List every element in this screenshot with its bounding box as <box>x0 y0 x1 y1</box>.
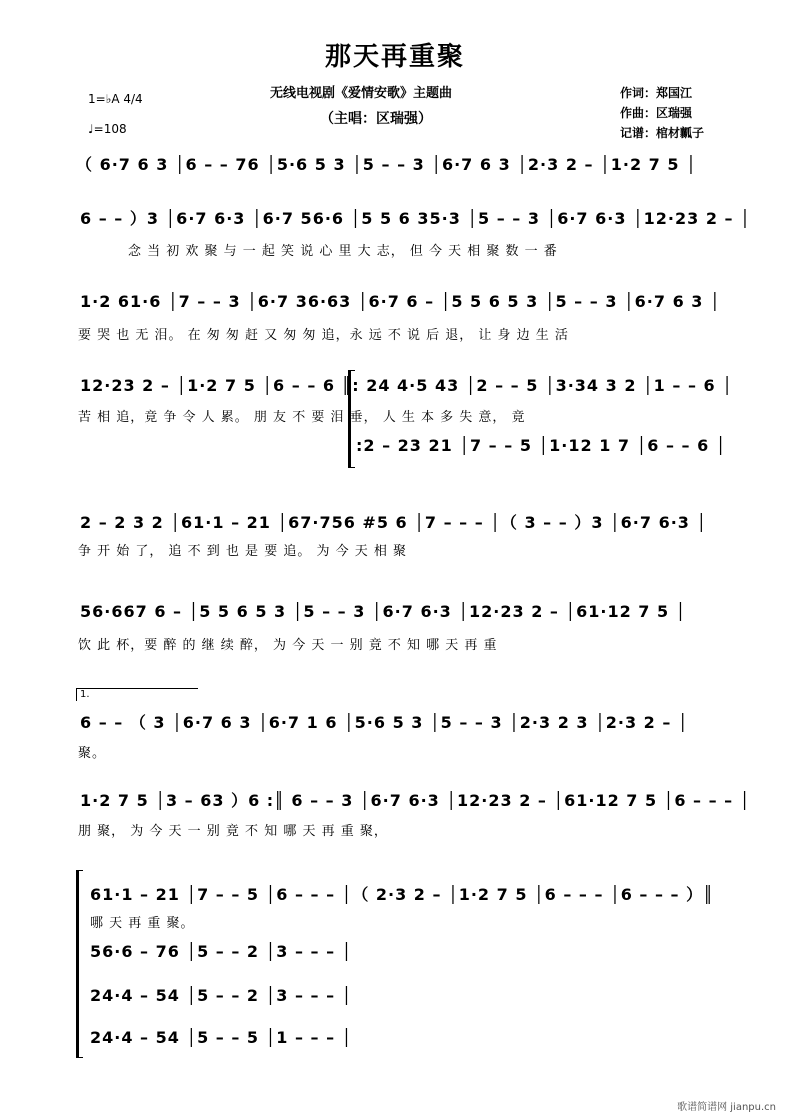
score-row-1: （ 6·7 6 3 │6 – – 76 │5·6 5 3 │5 – – 3 │6·7 6 3 │2·3 2 – │1·2 7 5 │ <box>76 155 697 174</box>
song-subtitle: 无线电视剧《爱情安歌》主题曲 <box>270 86 453 101</box>
harmony-row-1: 56·6 – 76 │5 – – 2 │3 – – – │ <box>90 942 353 961</box>
score-row-3: 1·2 61·6 │7 – – 3 │6·7 36·63 │6·7 6 – │5 5 6 5 3 │5 – – 3 │6·7 6 3 │ <box>80 292 721 311</box>
score-row-5: 2 – 2 3 2 │61·1 – 21 │67·756 #5 6 │7 – – – │（ 3 – – ）3 │6·7 6·3 │ <box>80 513 708 532</box>
lyric-row-2: 念 当 初 欢 聚 与 一 起 笑 说 心 里 大 志， 但 今 天 相 聚 数 一 番 <box>128 244 558 259</box>
tempo-marking: ♩=108 <box>88 122 127 136</box>
lyric-row-3: 要 哭 也 无 泪。 在 匆 匆 赶 又 匆 匆 追，永 远 不 说 后 退， 让 身 边 生 活 <box>78 328 569 343</box>
lyric-row-7: 聚。 <box>78 746 107 761</box>
song-title: 那天再重聚 <box>324 42 465 72</box>
transcriber-credit: 记谱：棺材瓤子 <box>620 126 705 140</box>
score-row-4: 12·23 2 – │1·2 7 5 │6 – – 6 ║: 24 4·5 43 │2 – – 5 │3·34 3 2 │1 – – 6 │ <box>80 376 733 395</box>
score-row-2: 6 – – ）3 │6·7 6·3 │6·7 56·6 │5 5 6 35·3 │5 – – 3 │6·7 6·3 │12·23 2 – │ <box>80 209 751 228</box>
score-row-7: 6 – – （ 3 │6·7 6 3 │6·7 1 6 │5·6 5 3 │5 – – 3 │2·3 2 3 │2·3 2 – │ <box>80 713 689 732</box>
harmony-row-3: 24·4 – 54 │5 – – 5 │1 – – – │ <box>90 1028 353 1047</box>
harmony-row-2: 24·4 – 54 │5 – – 2 │3 – – – │ <box>90 986 353 1005</box>
first-ending-bracket: 1. <box>76 688 198 701</box>
composer-credit: 作曲：区瑞强 <box>620 106 693 120</box>
lyric-row-6: 饮 此 杯，要 醉 的 继 续 醉， 为 今 天 一 别 竟 不 知 哪 天 再 重 <box>78 638 498 653</box>
site-watermark: 歌谱简谱网 jianpu.cn <box>677 1102 776 1113</box>
singer-credit: （主唱：区瑞强） <box>320 111 432 127</box>
score-row-6: 56·667 6 – │5 5 6 5 3 │5 – – 3 │6·7 6·3 │12·23 2 – │61·12 7 5 │ <box>80 602 687 621</box>
lyric-row-8: 朋 聚， 为 今 天 一 别 竟 不 知 哪 天 再 重 聚， <box>78 824 388 839</box>
score-row-9: 61·1 – 21 │7 – – 5 │6 – – – │（ 2·3 2 – │1·2 7 5 │6 – – – │6 – – – ）║ <box>90 885 714 904</box>
lyricist-credit: 作词：郑国江 <box>620 86 693 100</box>
score-row-4-lower: :2 – 23 21 │7 – – 5 │1·12 1 7 │6 – – 6 │ <box>356 436 727 455</box>
key-signature: 1=♭A 4/4 <box>88 92 143 106</box>
final-system-brace <box>76 870 83 1058</box>
score-row-8: 1·2 7 5 │3 – 63 ）6 :║ 6 – – 3 │6·7 6·3 │12·23 2 – │61·12 7 5 │6 – – – │ <box>80 791 751 810</box>
lyric-row-9: 哪 天 再 重 聚。 <box>90 916 195 931</box>
lyric-row-5: 争 开 始 了， 追 不 到 也 是 要 追。 为 今 天 相 聚 <box>78 544 407 559</box>
lyric-row-4: 苦 相 追，竟 争 令 人 累。 朋 友 不 要 泪 垂， 人 生 本 多 失 意， 竟 <box>78 410 526 425</box>
